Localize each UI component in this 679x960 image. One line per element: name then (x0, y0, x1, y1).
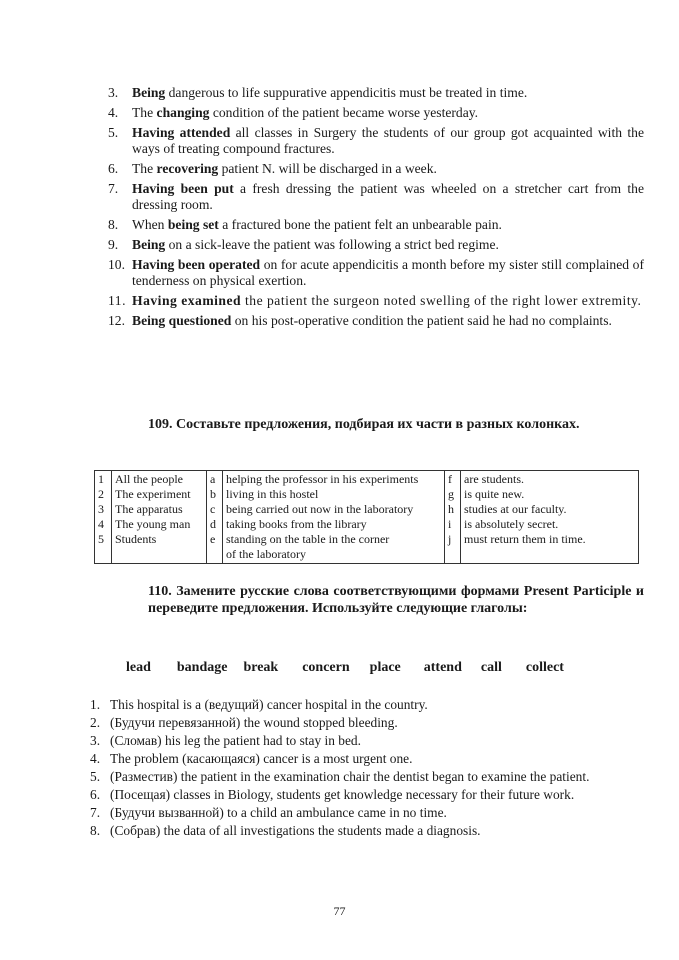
table-cell: 1 (98, 472, 104, 486)
list-item (108, 161, 644, 177)
table-cell: studies at our faculty. (464, 502, 567, 516)
exercise-109-heading: 109. Составьте предложения, подбирая их части в разных колонках. (148, 417, 580, 432)
item-number: 12. (108, 313, 125, 328)
table-cell: h (448, 502, 454, 516)
item-number: 4. (90, 751, 101, 766)
participle-phrase: changing (156, 105, 210, 120)
verb-word: lead (126, 660, 151, 675)
item-number: 5. (90, 769, 101, 784)
item-number: 3. (90, 733, 101, 748)
list-item (90, 751, 644, 767)
table-cell: i (448, 517, 452, 531)
verb-word: concern (302, 660, 350, 675)
list-item (90, 805, 644, 821)
table-cell: being carried out now in the laboratory (226, 502, 414, 516)
predicate-column (461, 471, 639, 564)
verb-word: attend (423, 660, 462, 675)
table-row (95, 471, 639, 564)
list-item (90, 787, 644, 803)
verb-list (126, 660, 588, 676)
table-cell: 2 (98, 487, 104, 501)
page-number: 77 (333, 904, 346, 918)
list-item (90, 823, 644, 839)
letter-column (207, 471, 223, 564)
participle-phrase: Having been put (132, 181, 234, 196)
item-number: 7. (108, 181, 119, 196)
item-number: 4. (108, 105, 119, 120)
participle-phrase: Having attended (132, 125, 231, 140)
item-text: (Сломав) his leg the patient had to stay in bed. (110, 733, 361, 748)
item-number: 2. (90, 715, 101, 730)
item-text: (Собрав) the data of all investigations the students made a diagnosis. (110, 823, 481, 838)
table-cell: Students (115, 532, 157, 546)
list-item (108, 181, 644, 213)
list-item (90, 769, 644, 785)
item-text: (Будучи перевязанной) the wound stopped bleeding. (110, 715, 398, 730)
table-cell: The experiment (115, 487, 191, 501)
text-segment: the patient the surgeon noted swelling of the right lower extremity. (241, 293, 642, 308)
list-item (108, 237, 644, 253)
list-item (108, 313, 644, 329)
matching-table (94, 470, 639, 564)
text-segment: When (132, 217, 168, 232)
item-text (132, 313, 644, 329)
text-segment: The (132, 161, 157, 176)
list-item (108, 257, 644, 289)
table-cell: of the laboratory (226, 547, 306, 561)
item-text: This hospital is a (ведущий) cancer hospital in the country. (110, 697, 428, 712)
table-cell: must return them in time. (464, 532, 586, 546)
subject-column (112, 471, 207, 564)
text-segment: dangerous to life suppurative appendicitis must be treated in time. (165, 85, 528, 100)
table-cell: g (448, 487, 454, 501)
table-cell: taking books from the library (226, 517, 367, 531)
table-cell: 3 (98, 502, 104, 516)
table-cell: are students. (464, 472, 524, 486)
exercise-110-sentences (90, 697, 644, 841)
table-cell: is absolutely secret. (464, 517, 559, 531)
list-item (108, 293, 644, 309)
text-segment: on his post-operative condition the patient said he had no complaints. (231, 313, 612, 328)
table-cell: e (210, 532, 216, 546)
item-text: (Будучи вызванной) to a child an ambulance came in no time. (110, 805, 447, 820)
participle-phrase: Having examined (132, 293, 242, 308)
participle-phrase: Having been operated (132, 257, 261, 272)
text-segment: on a sick-leave the patient was following a strict bed regime. (165, 237, 499, 252)
table-cell: b (210, 487, 216, 501)
item-number: 8. (108, 217, 119, 232)
item-text (132, 181, 644, 213)
verb-word: collect (525, 660, 564, 675)
participle-column (223, 471, 445, 564)
item-number: 6. (90, 787, 101, 802)
item-text (132, 105, 644, 121)
item-text: (Посещая) classes in Biology, students get knowledge necessary for their future work. (110, 787, 575, 802)
table-cell: The young man (115, 517, 191, 531)
verb-word: place (369, 660, 401, 675)
table-cell: All the people (115, 472, 183, 486)
text-segment: The (132, 105, 157, 120)
item-text (132, 237, 644, 253)
item-text (132, 85, 644, 101)
text-segment: all classes in Surgery the students of our group got acquainted with the ways of treating compound fractures. (132, 125, 644, 156)
item-text (132, 257, 644, 289)
list-item (90, 733, 644, 749)
table-cell: living in this hostel (226, 487, 319, 501)
number-column (95, 471, 112, 564)
table-cell: standing on the table in the corner (226, 532, 390, 546)
item-number: 6. (108, 161, 119, 176)
item-number: 1. (90, 697, 101, 712)
item-number: 9. (108, 237, 119, 252)
item-number: 8. (90, 823, 101, 838)
list-item (108, 217, 644, 233)
verb-word: bandage (176, 660, 228, 675)
item-text (132, 161, 644, 177)
table-cell: j (448, 532, 452, 546)
item-number: 7. (90, 805, 101, 820)
text-segment: a fractured bone the patient felt an unbearable pain. (218, 217, 502, 232)
table-cell: 5 (98, 532, 104, 546)
table-cell: 4 (98, 517, 104, 531)
participle-phrase: recovering (156, 161, 219, 176)
list-item (108, 105, 644, 121)
list-item (90, 697, 644, 713)
letter-column (445, 471, 461, 564)
list-item (108, 125, 644, 157)
item-number: 11. (108, 293, 126, 308)
verb-word: call (480, 660, 502, 675)
item-text: (Разместив) the patient in the examination chair the dentist began to examine the patient. (110, 769, 590, 784)
list-item (90, 715, 644, 731)
item-text (132, 217, 644, 233)
table-cell: c (210, 502, 216, 516)
example-sentences-list (108, 85, 644, 333)
item-text: The problem (касающаяся) cancer is a most urgent one. (110, 751, 413, 766)
table-cell: d (210, 517, 216, 531)
participle-phrase: Being (132, 85, 166, 100)
table-cell: The apparatus (115, 502, 183, 516)
table-cell: helping the professor in his experiments (226, 472, 419, 486)
participle-phrase: Being (132, 237, 166, 252)
verb-word: break (243, 660, 279, 675)
text-segment: a fresh dressing the patient was wheeled on a stretcher cart from the dressing room. (132, 181, 644, 212)
item-text (132, 125, 644, 157)
participle-phrase: being set (167, 217, 219, 232)
list-item (108, 85, 644, 101)
table-cell: a (210, 472, 216, 486)
item-number: 5. (108, 125, 119, 140)
item-text (132, 293, 644, 309)
text-segment: patient N. will be discharged in a week. (218, 161, 437, 176)
table-cell: f (448, 472, 452, 486)
item-number: 3. (108, 85, 119, 100)
participle-phrase: Being questioned (132, 313, 232, 328)
text-segment: on for acute appendicitis a month before my sister still complained of tenderness on physical exertion. (132, 257, 644, 288)
text-segment: condition of the patient became worse yesterday. (209, 105, 479, 120)
table-cell: is quite new. (464, 487, 525, 501)
exercise-110-heading: 110. Замените русские слова соответствующими формами Present Participle и переведите предложения. Используйте следующие глаголы: (148, 584, 644, 616)
item-number: 10. (108, 257, 125, 272)
